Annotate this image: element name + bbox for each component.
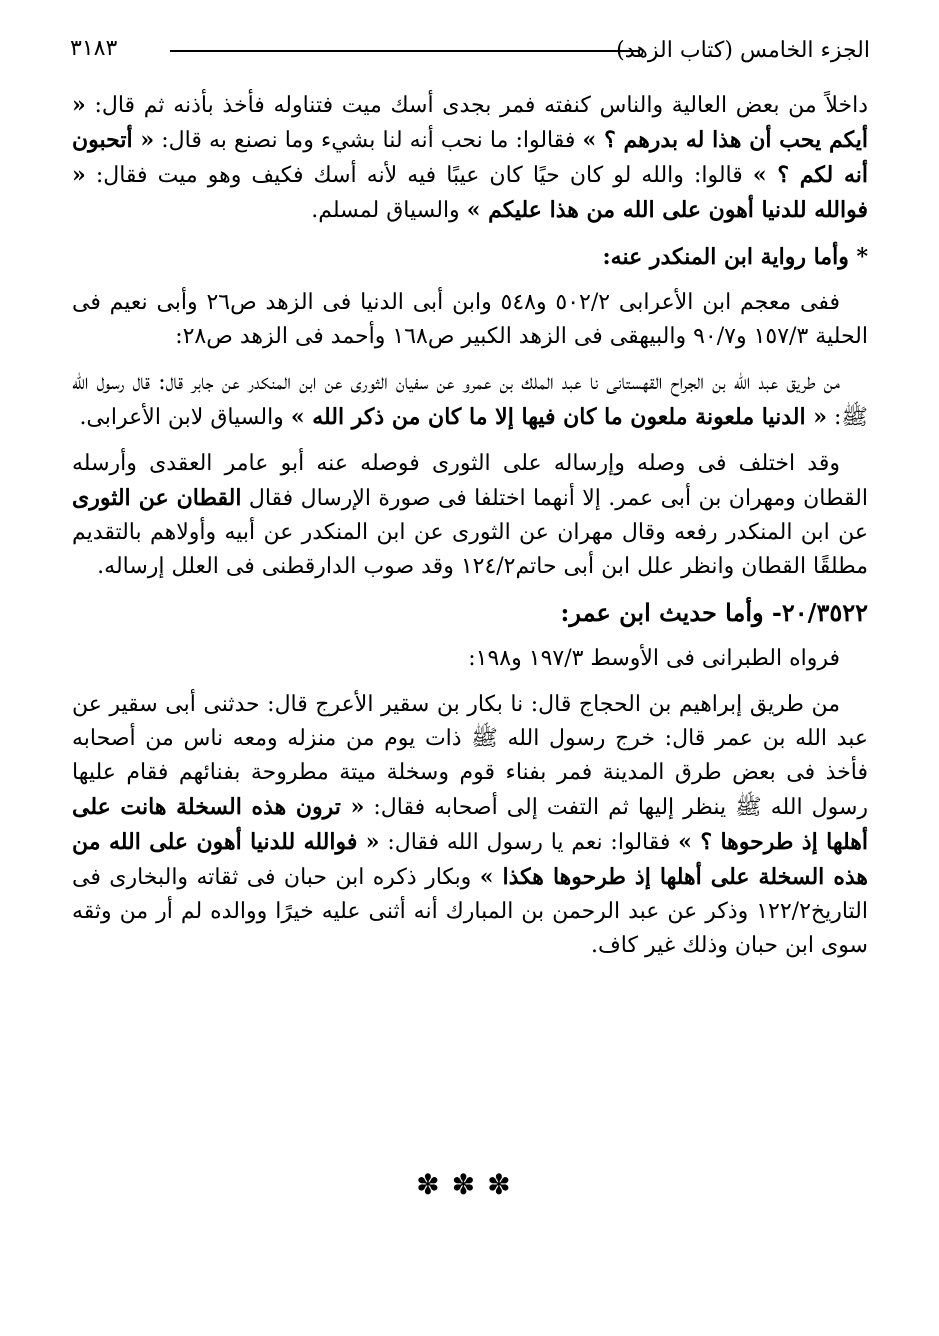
quoted-hadith: « أتحبون أنه لكم ؟ » xyxy=(72,127,868,188)
text-run: قالوا: والله لو كان حيًا كان عيبًا فيه لأنه أسك فكيف وهو ميت فقال: xyxy=(85,163,753,188)
page-header xyxy=(70,28,870,68)
section-end-ornament: ✽✽✽ xyxy=(416,1168,523,1201)
quoted-hadith: « فوالله للدنيا أهون على الله من هذه السخلة على أهلها إذ طرحوها هكذا » xyxy=(72,829,869,890)
text-run: وبكار ذكره ابن حبان فى ثقاته والبخارى فى التاريخ١٢٢/٢ وذكر عن عبد الرحمن بن المبارك أنه أثنى عليه خيرًا ووالده لم أر من وثقه سوى ابن حبان وذلك غير كاف. xyxy=(72,865,868,958)
paragraph-1 xyxy=(72,88,868,228)
paragraph-6 xyxy=(72,688,868,963)
section-heading-ibn-umar: ٢٠/٣٥٢٢- وأما حديث ابن عمر: xyxy=(560,598,868,627)
text-run: عن ابن المنكدر رفعه وقال مهران عن الثورى عن ابن المنكدر عن أبيه وأولاهم بالتقديم مطلقًا القطان وانظر علل ابن أبى حاتم١٢٤/٢ وقد صوب الدارقطنى فى العلل إرساله. xyxy=(72,520,868,579)
bold-phrase: القطان عن الثورى xyxy=(72,485,242,511)
text-run: داخلاً من بعض العالية والناس كنفته فمر بجدى أسك ميت فتناوله فأخذ بأذنه ثم قال: xyxy=(85,93,868,118)
text-run: من طريق إبراهيم بن الحجاج قال: نا بكار بن سقير الأعرج قال: حدثنى أبى سقير عن عبد الله بن عمر قال: خرج رسول الله ﷺ ذات يوم من منزله ومعه ناس من أصحابه فأخذ فى بعض طرق المدينة فمر بفناء قوم وسخلة ميتة مطروحة بفنائهم فقام عليها رسول الله ﷺ ينظر إليها ثم التفت إلى أصحابه فقال: xyxy=(72,692,868,820)
quoted-hadith: « الدنيا ملعونة ملعون ما كان فيها إلا ما كان من ذكر الله » xyxy=(290,404,828,430)
paragraph-2: ففى معجم ابن الأعرابى ٥٠٢/٢ و٥٤٨ وابن أبى الدنيا فى الزهد ص٢٦ وأبى نعيم فى الحلية ١٥٧/٣ و٩٠/٧ والبيهقى فى الزهد الكبير ص١٦٨ وأحمد فى الزهد ص٢٨: xyxy=(72,290,868,349)
subheading-ibn-al-munkadir: * وأما رواية ابن المنكدر عنه: xyxy=(602,244,868,270)
page-number: ٣١٨٣ xyxy=(70,36,118,61)
text-run: فقالوا: ما نحب أنه لنا بشيء وما نصنع به قال: xyxy=(154,128,583,153)
text-run: من طريق عبد الله بن الجراح القهستانى نا عبد الملك بن عمرو عن سفيان الثورى عن ابن المنكدر عن جابر قال: قال رسول الله ﷺ: xyxy=(72,370,868,430)
text-run: والسياق لمسلم. xyxy=(311,198,467,223)
page-body xyxy=(72,88,868,975)
text-run: والسياق لابن الأعرابى. xyxy=(79,405,291,430)
paragraph-5: فرواه الطبرانى فى الأوسط ١٩٧/٣ و١٩٨: xyxy=(468,646,840,671)
quoted-hadith: « أيكم يحب أن هذا له بدرهم ؟ » xyxy=(72,92,869,153)
paragraph-3 xyxy=(72,366,868,435)
text-run: وقد اختلف فى وصله وإرساله على الثورى فوصله عنه أبو عامر العقدى وأرسله القطان ومهران بن أبى عمر. إلا أنهما اختلفا فى صورة الإرسال فقال xyxy=(72,451,868,511)
text-run: فقالوا: نعم يا رسول الله فقال: xyxy=(379,830,679,855)
running-head: الجزء الخامس (كتاب الزهد) xyxy=(616,38,870,63)
quoted-hadith: « فوالله للدنيا أهون على الله من هذا عليكم » xyxy=(72,162,868,223)
quoted-hadith: « ترون هذه السخلة هانت على أهلها إذ طرحوها ؟ » xyxy=(72,794,868,855)
header-rule xyxy=(170,50,640,52)
paragraph-4 xyxy=(72,447,868,584)
